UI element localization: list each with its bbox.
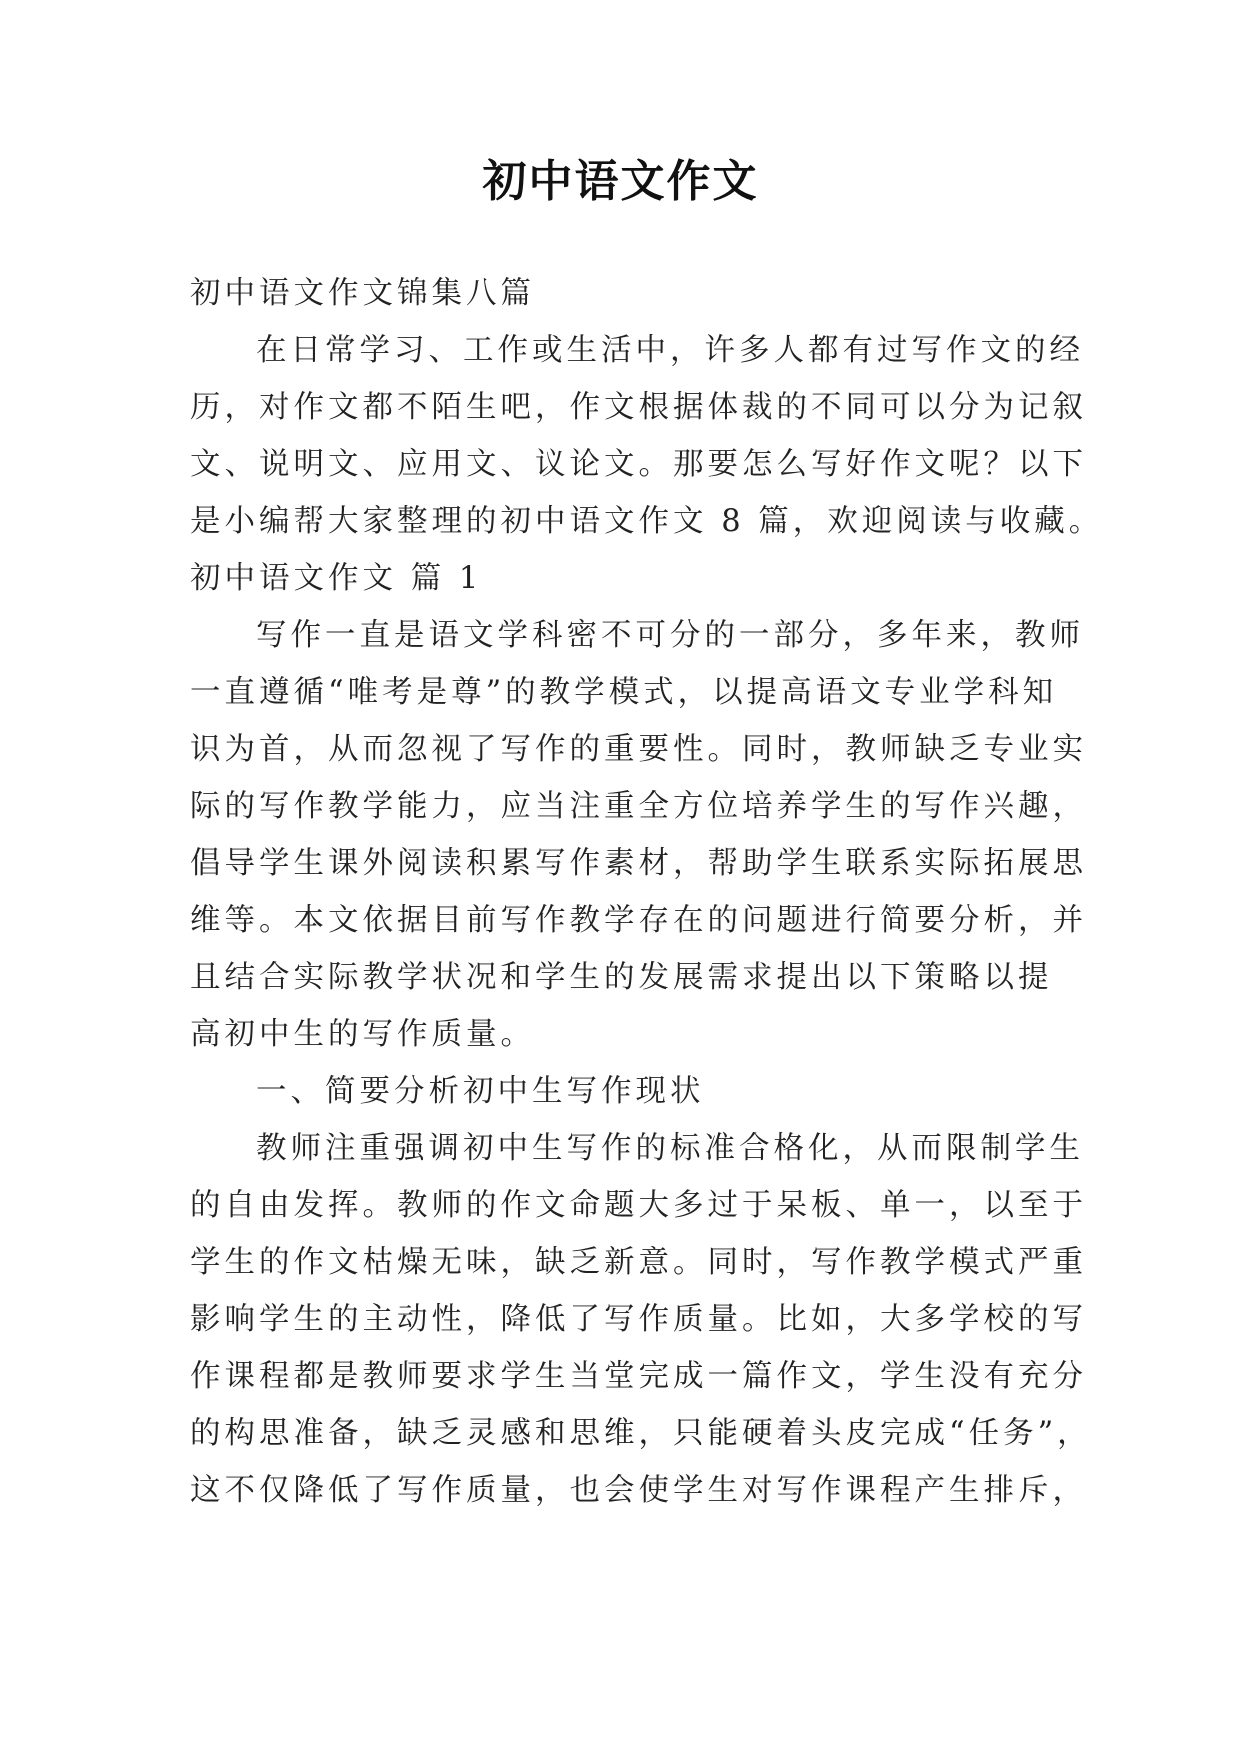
text-line: 教师注重强调初中生写作的标准合格化，从而限制学生	[256, 1131, 1084, 1166]
text-line: 写作一直是语文学科密不可分的一部分，多年来，教师	[256, 618, 1084, 653]
text-line: 且结合实际教学状况和学生的发展需求提出以下策略以提	[190, 960, 1053, 995]
text-line: 一、简要分析初中生写作现状	[256, 1074, 705, 1109]
document-body	[190, 265, 1104, 1519]
document-title: 初中语文作文	[482, 156, 759, 207]
text-line: 在日常学习、工作或生活中，许多人都有过写作文的经	[256, 333, 1084, 368]
text-line: 倡导学生课外阅读积累写作素材，帮助学生联系实际拓展思	[190, 846, 1087, 881]
text-line: 高初中生的写作质量。	[190, 1017, 535, 1052]
text-line: 初中语文作文锦集八篇	[190, 276, 535, 311]
text-line: 这不仅降低了写作质量，也会使学生对写作课程产生排斥，	[190, 1473, 1087, 1508]
text-line: 影响学生的主动性，降低了写作质量。比如，大多学校的写	[190, 1302, 1087, 1337]
text-line: 维等。本文依据目前写作教学存在的问题进行简要分析，并	[190, 903, 1087, 938]
text-line: 是小编帮大家整理的初中语文作文 8 篇，欢迎阅读与收藏。	[190, 504, 1104, 539]
text-line: 文、说明文、应用文、议论文。那要怎么写好作文呢？以下	[190, 447, 1087, 482]
text-line: 的构思准备，缺乏灵感和思维，只能硬着头皮完成“任务”，	[190, 1416, 1092, 1451]
text-line: 历，对作文都不陌生吧，作文根据体裁的不同可以分为记叙	[190, 390, 1087, 425]
text-line: 的自由发挥。教师的作文命题大多过于呆板、单一，以至于	[190, 1188, 1087, 1223]
text-line: 学生的作文枯燥无味，缺乏新意。同时，写作教学模式严重	[190, 1245, 1087, 1280]
text-line: 作课程都是教师要求学生当堂完成一篇作文，学生没有充分	[190, 1359, 1087, 1394]
text-line: 一直遵循“唯考是尊”的教学模式，以提高语文专业学科知	[190, 675, 1058, 710]
text-line: 际的写作教学能力，应当注重全方位培养学生的写作兴趣，	[190, 789, 1087, 824]
text-line: 初中语文作文 篇 1	[190, 561, 483, 596]
text-line: 识为首，从而忽视了写作的重要性。同时，教师缺乏专业实	[190, 732, 1087, 767]
